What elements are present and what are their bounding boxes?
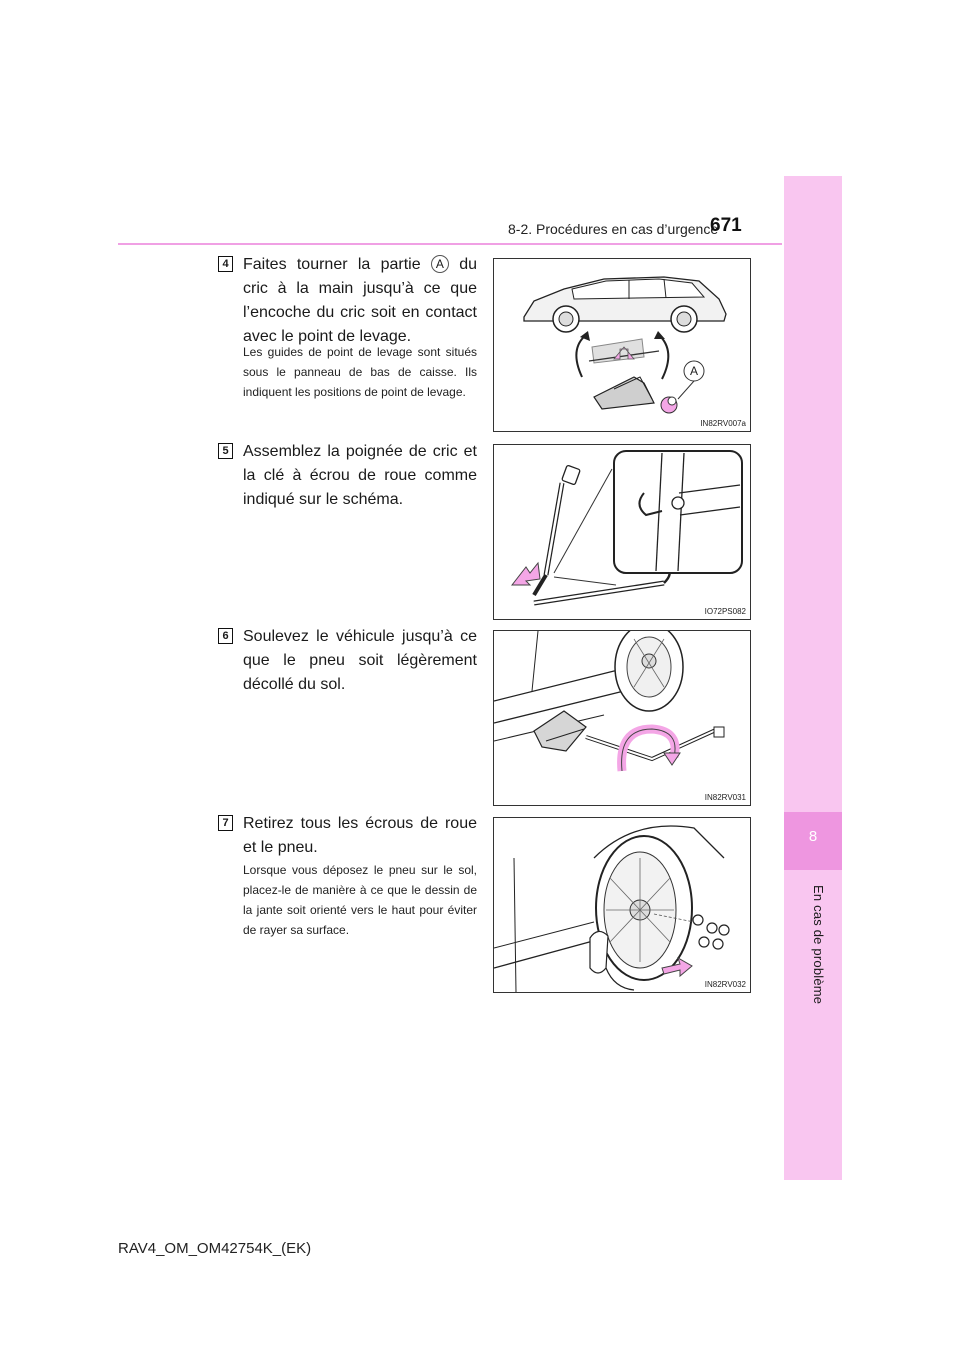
chapter-title: En cas de problème	[811, 885, 826, 1005]
jack-handle-illustration	[494, 445, 750, 619]
step-7-text: Retirez tous les écrous de roue et le pneu.	[243, 815, 477, 856]
step-7-marker: 7	[218, 815, 233, 831]
figure-remove-wheel	[493, 817, 751, 993]
figure-raise-vehicle	[493, 630, 751, 806]
car-jack-illustration	[494, 259, 750, 431]
step-4-marker: 4	[218, 256, 233, 272]
header-divider	[118, 243, 782, 245]
page-number: 671	[710, 215, 742, 236]
step-4-text	[243, 253, 477, 349]
manual-code: RAV4_OM_OM42754K_(EK)	[118, 1240, 312, 1257]
section-title: 8-2. Procédures en cas d’urgence	[508, 221, 719, 237]
figure-code: IN82RV007a	[700, 419, 746, 428]
step-5-marker: 5	[218, 443, 233, 459]
figure-callout-a: A	[689, 364, 699, 378]
step-7-note: Lorsque vous déposez le pneu sur le sol, placez-le de manière à ce que le dessin de la jante soit orienté vers le haut pour éviter de rayer sa surface.	[243, 863, 477, 937]
figure-code: IN82RV032	[704, 980, 746, 989]
step-6-marker: 6	[218, 628, 233, 644]
chapter-side-tab[interactable]	[784, 176, 842, 1180]
callout-a-icon: A	[431, 255, 449, 273]
figure-jack-lifting-point	[493, 258, 751, 432]
remove-wheel-illustration	[494, 818, 750, 992]
step-4-note: Les guides de point de levage sont situés sous le panneau de bas de caisse. Ils indiquent les positions de point de levage.	[243, 345, 477, 399]
figure-code: IO72PS082	[704, 607, 746, 616]
figure-jack-handle-assembly	[493, 444, 751, 620]
figure-code: IN82RV031	[704, 793, 746, 802]
raise-vehicle-illustration	[494, 631, 750, 805]
step-4-text-after: du cric à la main jusqu’à ce que l’encoche du cric soit en contact avec le point de levage.	[243, 256, 477, 345]
step-5-text: Assemblez la poignée de cric et la clé à écrou de roue comme indiqué sur le schéma.	[243, 443, 477, 508]
step-4-text-before: Faites tourner la partie	[243, 256, 421, 273]
chapter-number: 8	[808, 828, 818, 845]
step-6-text: Soulevez le véhicule jusqu’à ce que le pneu soit légèrement décollé du sol.	[243, 628, 477, 693]
